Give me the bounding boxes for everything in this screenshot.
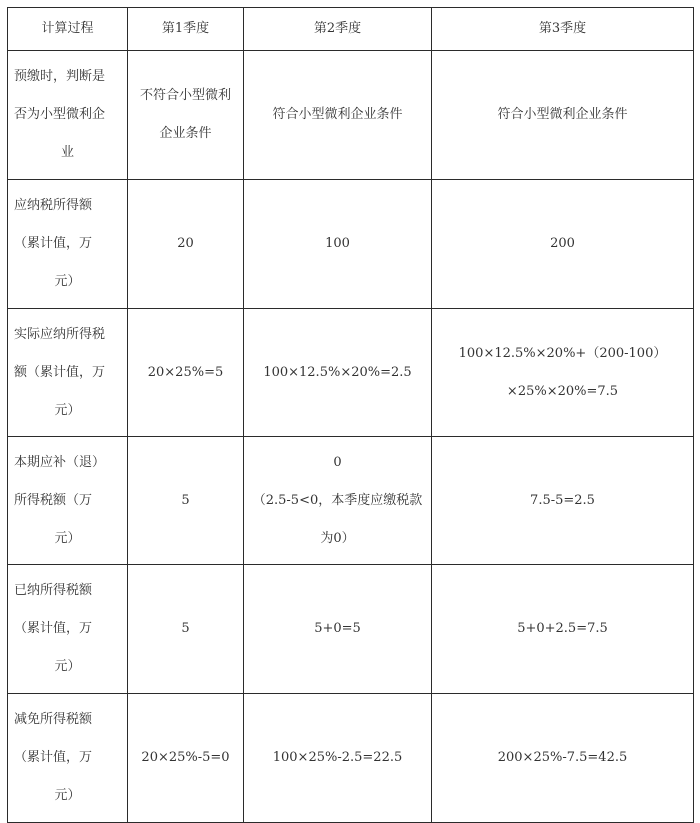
table-row	[8, 565, 694, 694]
row-label-line: （累计值，万	[14, 750, 93, 765]
row-label-line: 否为小型微利企	[14, 107, 106, 122]
q1-cell	[128, 51, 244, 180]
table-row	[8, 694, 694, 823]
row-label-line: 本期应补（退）	[14, 454, 106, 470]
q2-cell	[244, 437, 432, 565]
q3-cell: 5+0+2.5=7.5	[432, 565, 694, 694]
row-label-line: 额（累计值，万	[14, 364, 106, 380]
row-label-line: 元）	[54, 788, 81, 803]
q2-cell: 100×25%-2.5=22.5	[244, 694, 432, 823]
cell-line: （2.5-5<0，本季度应缴税款	[252, 492, 423, 508]
row-label-line: 预缴时，判断是	[14, 69, 106, 84]
row-label-line: 元）	[54, 402, 81, 418]
q3-cell: 200×25%-7.5=42.5	[432, 694, 694, 823]
q1-cell: 5	[128, 437, 244, 565]
table-row	[8, 51, 694, 180]
q3-cell: 200	[432, 180, 694, 309]
row-label-line: 所得税额（万	[14, 492, 93, 508]
table-row	[8, 437, 694, 565]
cell-line: 100×12.5%×20%+（200-100）	[458, 345, 667, 361]
table-row	[8, 180, 694, 309]
row-label-line: 元）	[54, 659, 81, 674]
row-label-line: 实际应纳所得税	[14, 326, 106, 342]
row-label	[8, 437, 128, 565]
q1-cell: 20×25%=5	[128, 309, 244, 437]
q2-cell: 100	[244, 180, 432, 309]
q3-cell: 7.5-5=2.5	[432, 437, 694, 565]
cell-line: ×25%×20%=7.5	[506, 383, 619, 399]
q3-cell	[432, 309, 694, 437]
row-label	[8, 180, 128, 309]
header-q2: 第2季度	[244, 8, 432, 51]
row-label-line: 元）	[54, 274, 81, 289]
header-row	[8, 8, 694, 51]
row-label	[8, 694, 128, 823]
q2-cell: 符合小型微利企业条件	[244, 51, 432, 180]
cell-line: 不符合小型微利	[139, 88, 231, 103]
q1-cell: 20×25%-5=0	[128, 694, 244, 823]
q2-cell: 100×12.5%×20%=2.5	[244, 309, 432, 437]
table-row	[8, 309, 694, 437]
header-q3: 第3季度	[432, 8, 694, 51]
row-label	[8, 309, 128, 437]
q3-cell: 符合小型微利企业条件	[432, 51, 694, 180]
row-label-line: （累计值，万	[14, 621, 93, 636]
q1-cell: 20	[128, 180, 244, 309]
q2-cell: 5+0=5	[244, 565, 432, 694]
cell-line: 为0）	[320, 530, 355, 546]
row-label-line: 已纳所得税额	[14, 583, 93, 598]
row-label-line: 业	[60, 145, 74, 160]
row-label-line: 减免所得税额	[14, 712, 93, 727]
header-calc-process: 计算过程	[8, 8, 128, 51]
q1-cell: 5	[128, 565, 244, 694]
cell-line: 企业条件	[159, 126, 212, 141]
row-label-line: （累计值，万	[14, 236, 93, 251]
header-q1: 第1季度	[128, 8, 244, 51]
row-label	[8, 51, 128, 180]
row-label	[8, 565, 128, 694]
row-label-line: 应纳税所得额	[14, 198, 93, 213]
row-label-line: 元）	[54, 530, 81, 546]
tax-calculation-table	[7, 7, 694, 823]
cell-line: 0	[333, 454, 342, 470]
